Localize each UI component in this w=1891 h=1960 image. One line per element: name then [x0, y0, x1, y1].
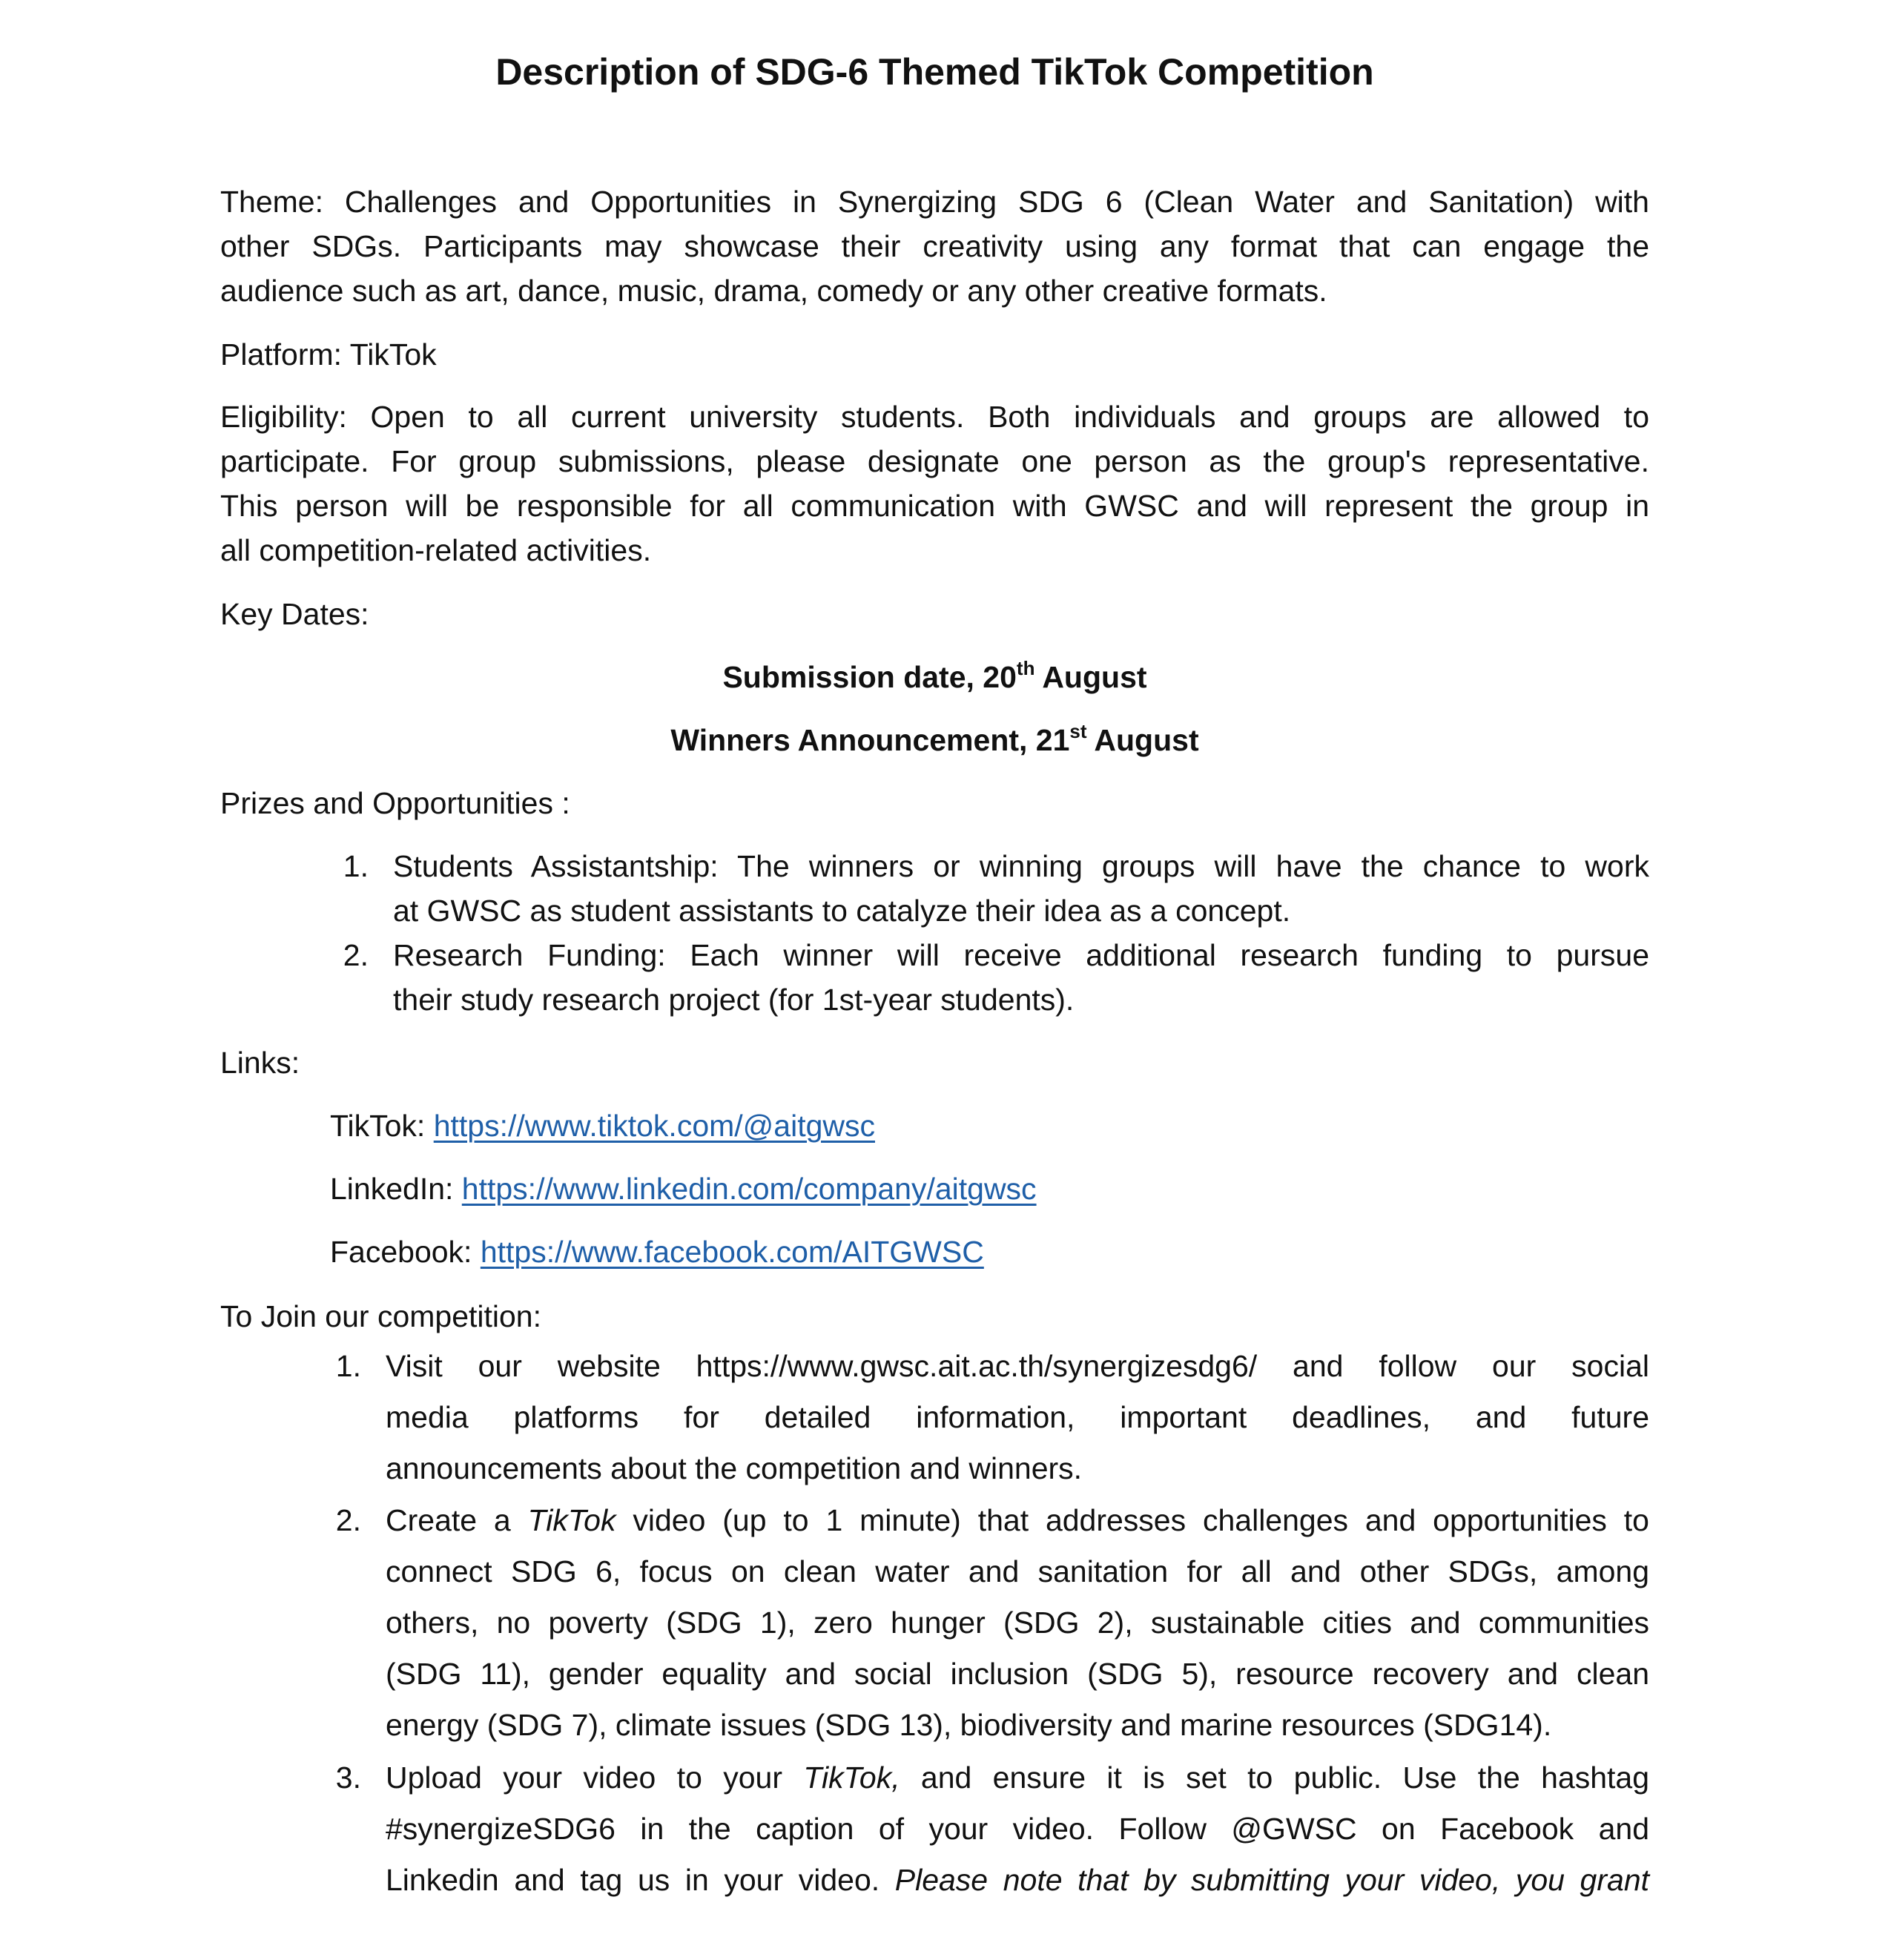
platform-text: Platform: TikTok	[220, 337, 437, 372]
eligibility-line: all competition-related activities.	[220, 533, 652, 567]
link-label: Facebook:	[330, 1235, 481, 1269]
theme-line: audience such as art, dance, music, drama, comedy or any other creative formats.	[220, 274, 1327, 308]
link-row-tiktok	[330, 1103, 1649, 1148]
submission-date	[220, 655, 1649, 699]
theme-line: other SDGs. Participants may showcase their creativity using any format that can engage the	[220, 229, 1649, 263]
join-step-text: Upload your video to your	[386, 1761, 804, 1795]
join-step-line: connect SDG 6, focus on clean water and sanitation for all and other SDGs, among	[386, 1554, 1649, 1588]
join-step-line	[386, 1858, 1649, 1909]
submission-date-suffix: August	[1034, 660, 1147, 694]
eligibility-paragraph	[220, 395, 1649, 573]
platform-line	[220, 332, 1649, 377]
prize-line: at GWSC as student assistants to catalyze their idea as a concept.	[393, 894, 1291, 928]
prize-line: Research Funding: Each winner will receive additional research funding to pursue	[393, 938, 1649, 972]
link-label: TikTok:	[330, 1109, 434, 1143]
prizes-label	[220, 781, 1649, 825]
join-step-line	[386, 1755, 1649, 1806]
announcement-suffix: August	[1086, 723, 1199, 757]
join-step-text: video (up to 1 minute) that addresses challenges and opportunities to	[616, 1503, 1649, 1537]
submission-date-text	[220, 655, 1649, 699]
tiktok-italic: TikTok	[527, 1503, 616, 1537]
links-label	[220, 1040, 1649, 1085]
eligibility-line: participate. For group submissions, please designate one person as the group's representative.	[220, 444, 1649, 478]
tiktok-italic: TikTok,	[803, 1761, 900, 1795]
join-step-line: others, no poverty (SDG 1), zero hunger (SDG 2), sustainable cities and communities	[386, 1606, 1649, 1640]
join-step-number: 3.	[335, 1761, 361, 1795]
links-label-text: Links:	[220, 1046, 300, 1080]
join-step-text: and ensure it is set to public. Use the hashtag	[900, 1761, 1649, 1795]
prize-number: 1.	[343, 849, 369, 883]
announcement-sup: st	[1069, 720, 1087, 743]
prize-number: 2.	[343, 938, 369, 972]
submission-date-prefix: Submission date, 20	[722, 660, 1017, 694]
winners-announcement-text	[220, 718, 1649, 762]
join-step-line	[386, 1498, 1649, 1549]
facebook-link[interactable]: https://www.facebook.com/AITGWSC	[480, 1235, 984, 1269]
prizes-label-text: Prizes and Opportunities :	[220, 786, 570, 820]
link-row-facebook	[330, 1230, 1649, 1274]
join-step-number: 1.	[335, 1349, 361, 1383]
linkedin-link[interactable]: https://www.linkedin.com/company/aitgwsc	[461, 1172, 1037, 1206]
join-step-line: Visit our website https://www.gwsc.ait.ac.th/synergizesdg6/ and follow our social	[386, 1349, 1649, 1383]
join-label-text: To Join our competition:	[220, 1299, 542, 1333]
link-row-linkedin	[330, 1167, 1649, 1211]
join-step-line: (SDG 11), gender equality and social inclusion (SDG 5), resource recovery and clean	[386, 1657, 1649, 1691]
join-step-line: media platforms for detailed information, important deadlines, and future	[386, 1400, 1649, 1434]
submission-date-sup: th	[1016, 657, 1035, 680]
key-dates-text: Key Dates:	[220, 597, 369, 631]
eligibility-line: This person will be responsible for all communication with GWSC and will represent the group in	[220, 489, 1649, 523]
winners-announcement	[220, 718, 1649, 762]
join-step-number: 2.	[335, 1503, 361, 1537]
join-step-text: Linkedin and tag us in your video.	[386, 1863, 895, 1897]
theme-line: Theme: Challenges and Opportunities in Synergizing SDG 6 (Clean Water and Sanitation) with	[220, 185, 1649, 219]
key-dates-label	[220, 592, 1649, 636]
join-step-line: energy (SDG 7), climate issues (SDG 13), biodiversity and marine resources (SDG14).	[386, 1708, 1552, 1742]
join-label	[220, 1294, 1649, 1339]
link-label: LinkedIn:	[330, 1172, 462, 1206]
prize-line: Students Assistantship: The winners or winning groups will have the chance to work	[393, 849, 1649, 883]
tiktok-link[interactable]: https://www.tiktok.com/@aitgwsc	[433, 1109, 875, 1143]
announcement-prefix: Winners Announcement, 21	[670, 723, 1070, 757]
join-step-line: #synergizeSDG6 in the caption of your video. Follow @GWSC on Facebook and	[386, 1812, 1649, 1846]
join-step-line: announcements about the competition and winners.	[386, 1451, 1083, 1485]
theme-paragraph	[220, 179, 1649, 313]
join-step-text: Create a	[386, 1503, 528, 1537]
join-step-italic-note: Please note that by submitting your video, you grant	[894, 1863, 1650, 1897]
eligibility-line: Eligibility: Open to all current university students. Both individuals and groups are allowed to	[220, 400, 1649, 434]
document-title: Description of SDG-6 Themed TikTok Competition	[495, 51, 1374, 93]
prize-line: their study research project (for 1st-year students).	[393, 983, 1075, 1017]
